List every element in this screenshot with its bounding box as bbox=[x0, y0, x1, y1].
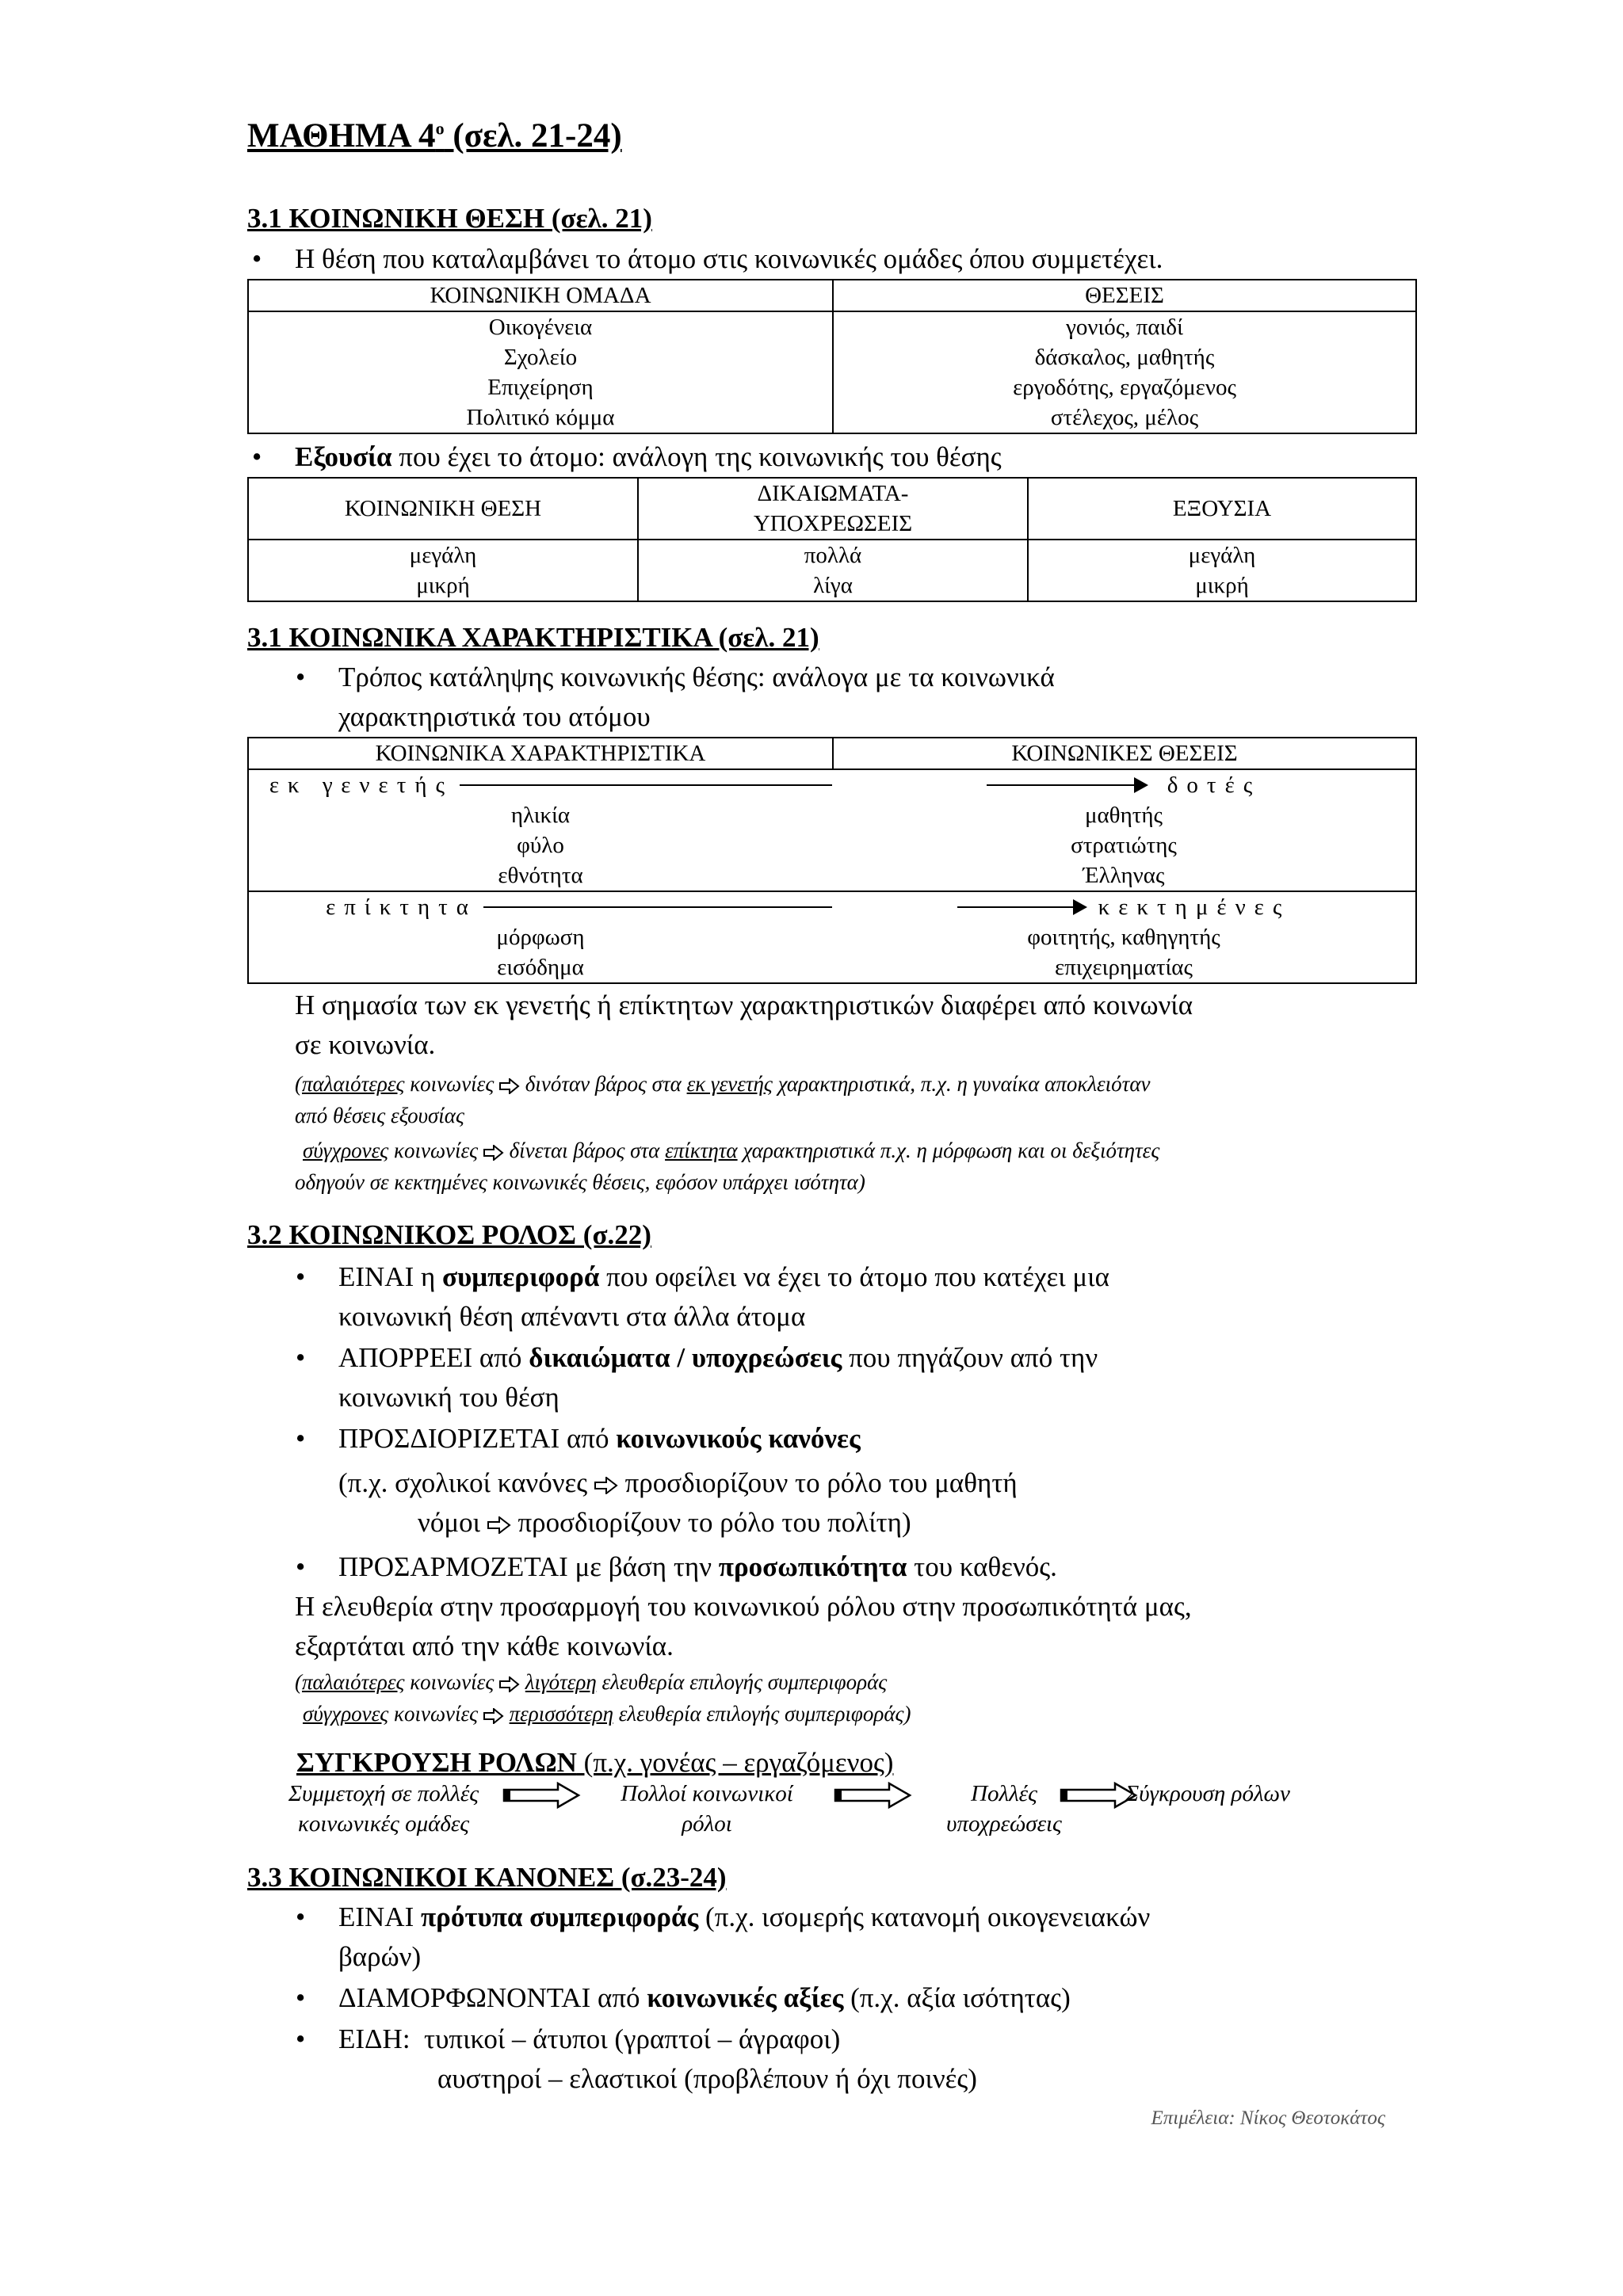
flow-step: Σύγκρουση ρόλων bbox=[1125, 1780, 1290, 1806]
document-page bbox=[247, 117, 1417, 2099]
section-heading-social-characteristics: 3.1 ΚΟΙΝΩΝΙΚΑ ΧΑΡΑΚΤΗΡΙΣΤΙΚΑ (σελ. 21) bbox=[247, 621, 819, 653]
paragraph-importance: Η σημασία των εκ γενετής ή επίκτητων χαρακτηριστικών διαφέρει από κοινωνία σε κοινωνία. bbox=[295, 990, 1193, 1061]
table-header: ΘΕΣΕΙΣ bbox=[833, 280, 1416, 311]
note-freedom-modern: σύγχρονες κοινωνίες περισσότερη ελευθερία επιλογής συμπεριφοράς) bbox=[303, 1701, 911, 1726]
role-conflict-heading: ΣΥΓΚΡΟΥΣΗ ΡΟΛΩΝ (π.χ. γονέας – εργαζόμενος) bbox=[296, 1746, 894, 1778]
hollow-arrow-icon bbox=[483, 1145, 504, 1161]
section-heading-social-position: 3.1 ΚΟΙΝΩΝΙΚΗ ΘΕΣΗ (σελ. 21) bbox=[247, 203, 652, 235]
bullet-rules-are: • ΕΙΝΑΙ πρότυπα συμπεριφοράς (π.χ. ισομερής κατανομή οικογενειακών βαρών) bbox=[291, 1897, 1417, 1977]
bullet-authority: • Εξουσία που έχει το άτομο: ανάλογη της κοινωνικής του θέσης bbox=[247, 437, 1417, 477]
bullet-position-acquisition: • Τρόπος κατάληψης κοινωνικής θέσης: ανάλογα με τα κοινωνικά χαρακτηριστικά του ατόμου bbox=[291, 658, 1417, 737]
bullet-role-is: • ΕΙΝΑΙ η συμπεριφορά που οφείλει να έχει το άτομο που κατέχει μια κοινωνική θέση απέναντι στα άλλα άτομα bbox=[291, 1257, 1417, 1337]
footer-credit: Επιμέλεια: Νίκος Θεοτοκάτος bbox=[1151, 2107, 1385, 2129]
arrow-line bbox=[957, 906, 1084, 908]
bullet-role-adapts: • ΠΡΟΣΑΡΜΟΖΕΤΑΙ με βάση την προσωπικότητα του καθενός. bbox=[291, 1547, 1417, 1587]
page-title: ΜΑΘΗΜΑ $4^o$ (σελ. 21-24) bbox=[247, 117, 622, 154]
note-freedom-older: (παλαιότερες κοινωνίες λιγότερη ελευθερία επιλογής συμπεριφοράς bbox=[295, 1669, 888, 1694]
ascribed-label: δοτές bbox=[1167, 772, 1262, 799]
acquired-label: επίκτητα bbox=[326, 894, 477, 921]
table-header: ΚΟΙΝΩΝΙΚΕΣ ΘΕΣΕΙΣ bbox=[833, 738, 1416, 769]
table-cell: μεγάλη μικρή bbox=[1028, 540, 1416, 601]
arrow-icon bbox=[460, 784, 832, 786]
arrow-line bbox=[987, 784, 1145, 786]
hollow-arrow-icon bbox=[499, 1676, 520, 1692]
paragraph-freedom: Η ελευθερία στην προσαρμογή του κοινωνικού ρόλου στην προσωπικότητά μας, εξαρτάται από την κάθε κοινωνία. bbox=[295, 1590, 1192, 1661]
table-cell: Οικογένεια Σχολείο Επιχείρηση Πολιτικό κόμμα bbox=[248, 311, 833, 433]
hollow-arrow-icon bbox=[483, 1708, 504, 1724]
table-header: ΚΟΙΝΩΝΙΚΑ ΧΑΡΑΚΤΗΡΙΣΤΙΚΑ bbox=[248, 738, 833, 769]
authority-table bbox=[247, 477, 1417, 602]
table-header: ΚΟΙΝΩΝΙΚΗ ΘΕΣΗ bbox=[248, 478, 638, 540]
bullet-role-defined: • ΠΡΟΣΔΙΟΡΙΖΕΤΑΙ από κοινωνικούς κανόνες bbox=[291, 1419, 1417, 1459]
flow-step: Συμμετοχή σε πολλές κοινωνικές ομάδες bbox=[288, 1780, 479, 1836]
table-cell: εκ γενετής ηλικία φύλο εθνότητα δοτές μαθητής στρατιώτης Έλληνας bbox=[248, 769, 1416, 891]
example-school-rules: (π.χ. σχολικοί κανόνες προσδιορίζουν το ρόλο του μαθητή bbox=[338, 1466, 1018, 1498]
achieved-label: κεκτημένες bbox=[1098, 894, 1291, 921]
table-cell: πολλά λίγα bbox=[638, 540, 1028, 601]
note-older-societies: (παλαιότερες κοινωνίες δινόταν βάρος στα εκ γενετής χαρακτηριστικά, π.χ. η γυναίκα αποκλειόταν από θέσεις εξουσίας bbox=[295, 1072, 1151, 1128]
flow-step: Πολλοί κοινωνικοί ρόλοι bbox=[621, 1780, 793, 1836]
table-cell: γονιός, παιδί δάσκαλος, μαθητής εργοδότης, εργαζόμενος στέλεχος, μέλος bbox=[833, 311, 1416, 433]
bullet-rules-types: • ΕΙΔΗ: τυπικοί – άτυποι (γραπτοί – άγραφοι) αυστηροί – ελαστικοί (προβλέπουν ή όχι ποινές) bbox=[291, 2019, 1417, 2099]
bullet-position-definition: • Η θέση που καταλαμβάνει το άτομο στις κοινωνικές ομάδες όπου συμμετέχει. bbox=[247, 239, 1417, 279]
characteristics-table bbox=[247, 737, 1417, 984]
block-arrow-icon bbox=[834, 1782, 913, 1809]
block-arrow-icon bbox=[502, 1782, 582, 1809]
flow-step: Πολλές υποχρεώσεις bbox=[946, 1780, 1062, 1836]
table-header: ΔΙΚΑΙΩΜΑΤΑ- ΥΠΟΧΡΕΩΣΕΙΣ bbox=[638, 478, 1028, 540]
note-modern-societies: σύγχρονες κοινωνίες δίνεται βάρος στα επίκτητα χαρακτηριστικά π.χ. η μόρφωση και οι δεξιότητες οδηγούν σε κεκτημένες κοινωνικές θέσεις, εφόσον υπάρχει ισότητα) bbox=[295, 1138, 1160, 1195]
bullet-role-derives: • ΑΠΟΡΡΕΕΙ από δικαιώματα / υποχρεώσεις που πηγάζουν από την κοινωνική του θέση bbox=[291, 1338, 1417, 1417]
table-cell: μεγάλη μικρή bbox=[248, 540, 638, 601]
hollow-arrow-icon bbox=[487, 1516, 511, 1534]
hollow-arrow-icon bbox=[594, 1477, 618, 1494]
section-heading-social-role: 3.2 ΚΟΙΝΩΝΙΚΟΣ ΡΟΛΟΣ (σ.22) bbox=[247, 1219, 651, 1251]
arrow-icon bbox=[483, 906, 832, 908]
table-header: ΚΟΙΝΩΝΙΚΗ ΟΜΑΔΑ bbox=[248, 280, 833, 311]
role-conflict-flow bbox=[247, 1779, 1417, 1848]
section-heading-social-rules: 3.3 ΚΟΙΝΩΝΙΚΟΙ ΚΑΝΟΝΕΣ (σ.23-24) bbox=[247, 1861, 727, 1893]
inborn-label: εκ γενετής bbox=[269, 772, 453, 799]
bullet-rules-formed: • ΔΙΑΜΟΡΦΩΝΟΝΤΑΙ από κοινωνικές αξίες (π.χ. αξία ισότητας) bbox=[291, 1978, 1417, 2018]
example-laws: νόμοι προσδιορίζουν το ρόλο του πολίτη) bbox=[418, 1506, 911, 1538]
groups-positions-table bbox=[247, 279, 1417, 434]
table-cell: επίκτητα μόρφωση εισόδημα κεκτημένες φοιτητής, καθηγητής επιχειρηματίας bbox=[248, 891, 1416, 983]
hollow-arrow-icon bbox=[499, 1078, 520, 1094]
table-header: ΕΞΟΥΣΙΑ bbox=[1028, 478, 1416, 540]
